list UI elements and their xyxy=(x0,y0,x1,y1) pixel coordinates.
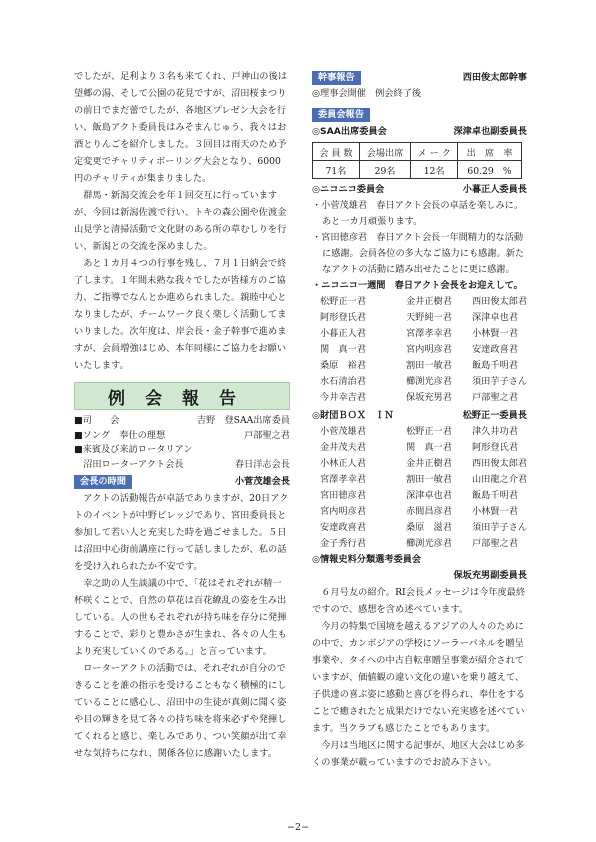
niko-item: ・小菅茂雄君 春日アクト会長の卓話を楽しみに。あと一カ月頑張ります。 xyxy=(312,200,524,227)
attendance-cell: 会場出席 xyxy=(359,143,410,161)
member-name: 櫛渕光彦君 xyxy=(406,376,452,387)
president-header xyxy=(74,474,290,490)
kanji-name: 西田俊太郎幹事 xyxy=(462,72,527,83)
niko-header xyxy=(312,182,527,198)
member-name: 松野正一君 xyxy=(320,296,366,307)
member-name: 松野正一君 xyxy=(406,426,452,437)
member-name: 宮内明彦君 xyxy=(406,344,452,355)
member-name: 深津卓也君 xyxy=(406,490,452,501)
right-column xyxy=(312,68,527,771)
member-name: 宮田徳彦君 xyxy=(320,490,366,501)
member-name: 安達政喜君 xyxy=(472,344,518,355)
iinkai-tag: 委員会報告 xyxy=(312,108,370,122)
member-name: 金井正樹君 xyxy=(406,296,452,307)
paragraph: 群馬・新潟交流会を年１回交互に行っていますが、今回は新潟佐渡で行い、トキの森公園や佐渡金山見学と清掃活動で文化財のある所の草むしりを行い、新潟との交流を深めました。 xyxy=(74,190,287,252)
program-value: 春日洋志会長 xyxy=(234,458,290,470)
member-name: 割田一敏君 xyxy=(406,474,452,485)
member-name: 西田俊太郎君 xyxy=(472,458,528,469)
program-key: ■ソング 奉仕の理想 xyxy=(74,429,166,441)
reikai-banner: 例会報告 xyxy=(74,382,290,410)
attendance-cell: 71名 xyxy=(313,161,360,179)
paragraph: アクトの活動報告が卓話でありますが、20日アクトのイベントが中野ビレッジであり、宮田委員長と参加して若い人と充実した時を過ごせました。５日は沼田中心街前講座に行って話しましたが、私の話を受け入れられたか不安です。 xyxy=(74,493,289,572)
program-row xyxy=(74,458,290,473)
paragraph: ローターアクトの活動では、それぞれが自分のできることを誰の指示を受けることもなく積極的にしていることに感心し、沼田中の生徒が真剣に聞く姿や目の輝きを見て各々の持ち味を将来必ずや発揮してくれると感じ、楽しみであり、つい笑顔が出て幸せな気持ちになれ、関係各位に感謝いたします。 xyxy=(74,663,287,759)
attendance-header-row xyxy=(313,143,522,161)
member-name: 飯島千明君 xyxy=(472,360,518,371)
info-text xyxy=(312,584,527,771)
niko-item: ・宮田徳彦君 春日アクト会長一年間精力的な活動に感謝。会員各位の多大なご協力にも感謝。新たなアクトの活動に踏み出せたことに更に感謝。 xyxy=(312,232,525,275)
box-name: 松野正一委員長 xyxy=(462,410,527,421)
saa-name: 深津卓也副委員長 xyxy=(453,126,527,137)
member-name: 天野純一君 xyxy=(406,312,452,323)
program-value: 戸部聖之君 xyxy=(244,429,290,441)
president-name: 小菅茂雄会長 xyxy=(234,476,290,487)
program-list xyxy=(74,414,290,472)
member-name: 今井幸吉君 xyxy=(320,392,366,403)
page-number: −2− xyxy=(287,822,309,833)
member-name: 保坂充男君 xyxy=(406,392,452,403)
saa-title: ◎SAA出席委員会 xyxy=(312,126,387,137)
paragraph: あと１カ月４つの行事を残し、７月１日納会で終了します。１年間未熟な我々でしたが皆様方のご協力、ご指導でなんとか進められました。親睦中心となりましたが、チームワーク良く楽しく活動してまいりました。次年度は、岸会長・金子幹事で進めますが、会員増強はじめ、本年同様にご協力をお願いいたします。 xyxy=(74,258,287,371)
program-value: 吉野 登SAA出席委員 xyxy=(196,415,290,426)
program-row xyxy=(74,443,290,458)
niko-name: 小暮正人委員長 xyxy=(462,184,527,195)
member-name: 深津卓也君 xyxy=(472,312,518,323)
member-name: 小暮正人君 xyxy=(320,328,366,339)
member-name: 宮澤孝幸君 xyxy=(406,328,452,339)
member-name: 安達政喜君 xyxy=(320,522,366,533)
member-name: 小林賢一君 xyxy=(472,328,518,339)
member-name: 須田芋子さん xyxy=(472,376,528,387)
left-column xyxy=(74,68,290,762)
member-name: 飯島千明君 xyxy=(472,490,518,501)
attendance-table xyxy=(312,142,522,179)
member-name: 割田一敏君 xyxy=(406,360,452,371)
program-key: ■司 会 xyxy=(74,415,120,426)
member-name: 阿形登氏君 xyxy=(472,442,518,453)
program-key: 沼田ローターアクト会長 xyxy=(74,458,184,470)
paragraph: でしたが、足利より３名も来てくれ、戸神山の後は望郷の湯、そして公園の花見ですが、沼田桜まつりの前日でまだ蕾でしたが、各地区プレゼン大会を行い、飯島アクト委員長はみそまんじゅう、我々はお酒とりんごを紹介しました。３回目は雨天のため予定変更でチャリティボーリング大会となり、6000円のチャリティが集まりました。 xyxy=(74,71,288,184)
member-name: 桑原 裕君 xyxy=(320,360,366,371)
niko-names xyxy=(312,294,527,406)
box-title: ◎財団ＢＯＸ ＩＮ xyxy=(312,410,394,421)
member-name: 小林正人君 xyxy=(320,458,366,469)
kanji-header xyxy=(312,70,527,86)
kanji-tag: 幹事報告 xyxy=(312,71,361,85)
member-name: 山田龍之介君 xyxy=(472,474,528,485)
member-name: 櫛渕光彦君 xyxy=(406,538,452,549)
member-name: 桑原 滋君 xyxy=(406,522,452,533)
program-key: ■来賓及び来訪ロータリアン xyxy=(74,444,193,455)
member-name: 西田俊太郎君 xyxy=(472,296,528,307)
program-row xyxy=(74,429,290,444)
paragraph: 今月の特集で国境を越えるアジアの人々のためにの中で、カンボジアの学校にソーラーパネルを贈呈事業や、タイへの中古自転車贈呈事業が紹介されていますが、価値観の違い文化の違いを乗り越えて、子供達の喜ぶ姿に感動と喜びを得られ、奉仕をすることで癒されたと成果だけでない充実感を述べています。当クラブも感じたことでもあります。 xyxy=(312,621,526,734)
paragraph: 幸之助の人生談議の中で、「花はそれぞれが精一杯咲くことで、自然の草花は百花繚乱の姿を生み出している。人の世もそれぞれが持ち味を存分に発揮することで、彩りと豊かさが生まれ、各々の人生もより充実していくのである。」と言っています。 xyxy=(74,578,287,657)
attendance-cell: 出 席 率 xyxy=(458,143,522,161)
box-header xyxy=(312,408,527,424)
attendance-cell: 12名 xyxy=(411,161,458,179)
attendance-value-row xyxy=(313,161,522,179)
member-name: 関 真一君 xyxy=(406,442,452,453)
member-name: 金子秀行君 xyxy=(320,538,366,549)
member-name: 津久井功君 xyxy=(472,426,518,437)
paragraph: 今月は当地区に関する記事が、地区大会はじめ多くの事業が載っていますのでお読み下さい。 xyxy=(312,740,525,768)
saa-header xyxy=(312,124,527,140)
program-row xyxy=(74,414,290,429)
member-name: 赤間昌彦君 xyxy=(406,506,452,517)
box-names xyxy=(312,424,527,552)
member-name: 宮澤孝幸君 xyxy=(320,474,366,485)
niko-title: ◎ニコニコ委員会 xyxy=(312,184,385,195)
member-name: 関 真一君 xyxy=(320,344,366,355)
intro-text xyxy=(74,68,290,374)
kanji-line: ◎理事会開催 例会終了後 xyxy=(312,88,422,99)
president-tag: 会長の時間 xyxy=(74,475,132,489)
paragraph: ６月号友の紹介。RI会長メッセージは今年度最終ですので、感想を含め述べています。 xyxy=(312,587,526,615)
attendance-cell: メ ー ク xyxy=(411,143,458,161)
member-name: 小菅茂雄君 xyxy=(320,426,366,437)
member-name: 戸部聖之君 xyxy=(472,538,518,549)
member-name: 宮内明彦君 xyxy=(320,506,366,517)
niko-week: ・ニコニコ一週間 春日アクト会長をお迎えして。 xyxy=(312,280,523,291)
member-name: 金井茂夫君 xyxy=(320,442,366,453)
info-title: ◎情報史料分類選考委員会 xyxy=(312,554,422,565)
attendance-cell: 会 員 数 xyxy=(313,143,360,161)
president-text xyxy=(74,490,290,762)
info-name: 保坂充男副委員長 xyxy=(453,570,527,581)
program-value xyxy=(193,443,290,458)
member-name: 金井正樹君 xyxy=(406,458,452,469)
niko-items xyxy=(312,198,527,278)
member-name: 須田芋子さん xyxy=(472,522,528,533)
member-name: 戸部聖之君 xyxy=(472,392,518,403)
member-name: 小林賢一君 xyxy=(472,506,518,517)
attendance-cell: 60.29 % xyxy=(458,161,522,179)
attendance-cell: 29名 xyxy=(359,161,410,179)
member-name: 阿形登氏君 xyxy=(320,312,366,323)
member-name: 水石清治君 xyxy=(320,376,366,387)
